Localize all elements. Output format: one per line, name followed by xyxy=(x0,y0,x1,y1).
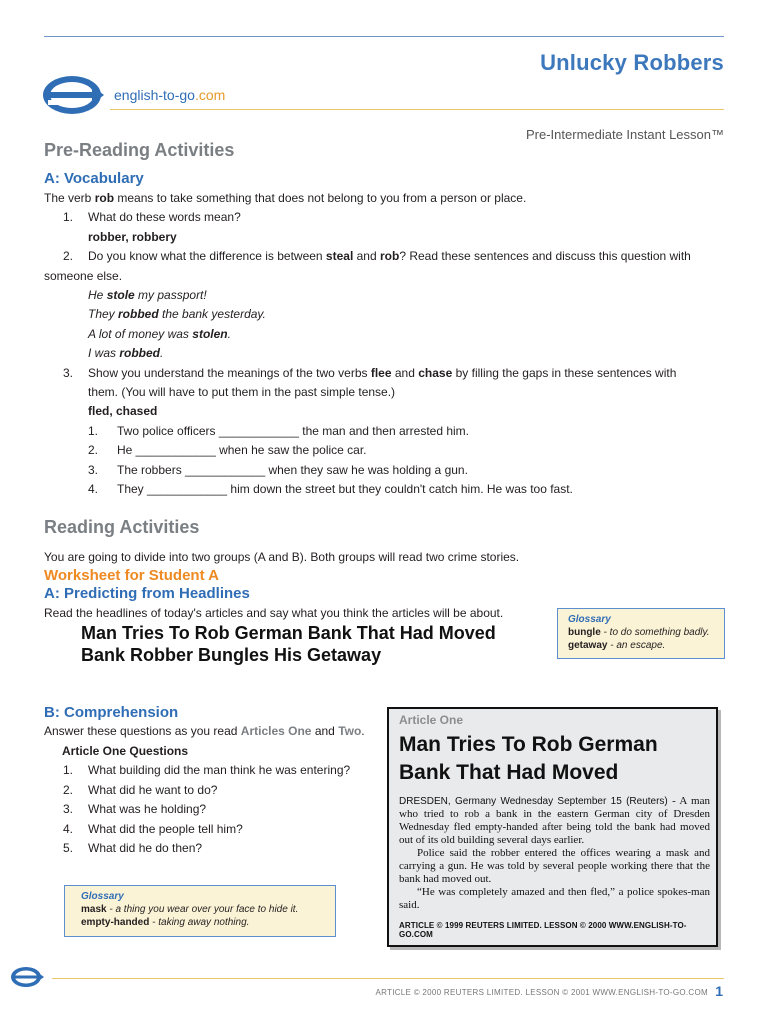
question-3: 3. Show you understand the meanings of the two verbs flee and chase by filling the gaps in these sentences with them. (You will have to put them in the past simple tense.) xyxy=(63,365,677,400)
glossary-heading: Glossary xyxy=(568,614,611,625)
questions-heading: Article One Questions xyxy=(62,744,189,758)
page-number: 1 xyxy=(715,983,723,999)
question-1: 1. What do these words mean? xyxy=(63,210,241,225)
brand-text xyxy=(114,87,225,103)
predicting-text: Read the headlines of today's articles and say what you think the articles will be about. xyxy=(44,606,504,620)
lesson-subtitle: Pre-Intermediate Instant Lesson™ xyxy=(526,127,724,142)
glossary-box-article xyxy=(64,885,336,937)
lesson-title: Unlucky Robbers xyxy=(540,50,724,75)
article-one-box xyxy=(387,707,718,947)
q3-words: fled, chased xyxy=(88,404,158,419)
english-to-go-logo xyxy=(42,74,104,116)
article-paragraph: “He was completely amazed and then fled,” a police spokes-man said. xyxy=(399,886,710,911)
glossary-entry: bungle - to do something badly. xyxy=(568,627,710,638)
comprehension-question: 2. What did he want to do? xyxy=(63,782,218,797)
footer-logo xyxy=(10,966,44,988)
vocabulary-heading: A: Vocabulary xyxy=(44,170,144,187)
brand-tld: .com xyxy=(194,87,226,103)
article-copyright: ARTICLE © 1999 REUTERS LIMITED. LESSON © 2000 WWW.ENGLISH-TO-GO.COM xyxy=(399,921,687,939)
pre-reading-heading: Pre-Reading Activities xyxy=(44,140,235,160)
article-label: Article One xyxy=(399,713,464,727)
header-gold-rule xyxy=(110,109,724,110)
article-one-questions xyxy=(44,742,384,858)
comprehension-question: 3. What was he holding? xyxy=(63,802,207,817)
footer-gold-rule xyxy=(52,978,724,979)
comprehension-question: 4. What did the people tell him? xyxy=(63,821,243,836)
question-2: 2. Do you know what the difference is between steal and rob? Read these sentences and discuss this question with someone else. xyxy=(44,249,691,283)
gap-sentence: 4. They ____________ him down the street but they couldn't catch him. He was too fast. xyxy=(88,482,573,497)
article-paragraph: Police said the robber entered the offices wearing a mask and carrying a gun. He was told by several people working there that the bank had moved out. xyxy=(399,847,710,885)
reading-heading: Reading Activities xyxy=(44,517,200,537)
q2-sentence: I was robbed. xyxy=(88,346,164,361)
vocab-intro: The verb rob means to take something that does not belong to you from a person or place. xyxy=(44,191,527,205)
glossary-box-headlines xyxy=(557,608,725,659)
comprehension-question: 1. What building did the man think he was entering? xyxy=(63,763,351,778)
header-top-rule xyxy=(44,36,724,37)
article-paragraph: DRESDEN, Germany Wednesday September 15 (Reuters) - A man who tried to rob a bank in the eastern German city of Dresden Wednesday fled empty-handed after being told the bank had moved out of its old building several days earlier. xyxy=(399,795,710,846)
glossary-entry: getaway - an escape. xyxy=(568,640,666,651)
comprehension-intro: Answer these questions as you read Articles One and Two. xyxy=(44,724,365,738)
gap-sentence: 3. The robbers ____________ when they saw he was holding a gun. xyxy=(88,462,468,477)
footer-copyright: ARTICLE © 2000 REUTERS LIMITED. LESSON © 2001 WWW.ENGLISH-TO-GO.COM xyxy=(375,988,708,997)
q2-sentence: A lot of money was stolen. xyxy=(88,326,231,341)
glossary-entry: empty-handed - taking away nothing. xyxy=(81,917,250,928)
vocabulary-section xyxy=(44,189,734,500)
q2-sentence: They robbed the bank yesterday. xyxy=(88,307,266,322)
gap-sentence: 2. He ____________ when he saw the police car. xyxy=(88,443,367,458)
brand-name: english-to-go xyxy=(114,87,195,103)
predicting-heading: A: Predicting from Headlines xyxy=(44,585,250,602)
gap-sentence: 1. Two police officers ____________ the man and then arrested him. xyxy=(88,423,470,438)
comprehension-heading: B: Comprehension xyxy=(44,704,179,721)
glossary-entry: mask - a thing you wear over your face to hide it. xyxy=(81,904,299,915)
q1-words: robber, robbery xyxy=(88,229,177,244)
reading-intro: You are going to divide into two groups (A and B). Both groups will read two crime stories. xyxy=(44,550,520,564)
comprehension-question: 5. What did he do then? xyxy=(63,841,203,856)
article-headline: Man Tries To Rob German Bank That Had Moved xyxy=(399,733,658,784)
article-body xyxy=(399,795,710,912)
headline-1: Man Tries To Rob German Bank That Had Moved xyxy=(81,623,496,643)
glossary-heading: Glossary xyxy=(81,891,124,902)
q2-sentence: He stole my passport! xyxy=(88,288,207,303)
worksheet-heading: Worksheet for Student A xyxy=(44,567,220,584)
headline-2: Bank Robber Bungles His Getaway xyxy=(81,645,382,665)
